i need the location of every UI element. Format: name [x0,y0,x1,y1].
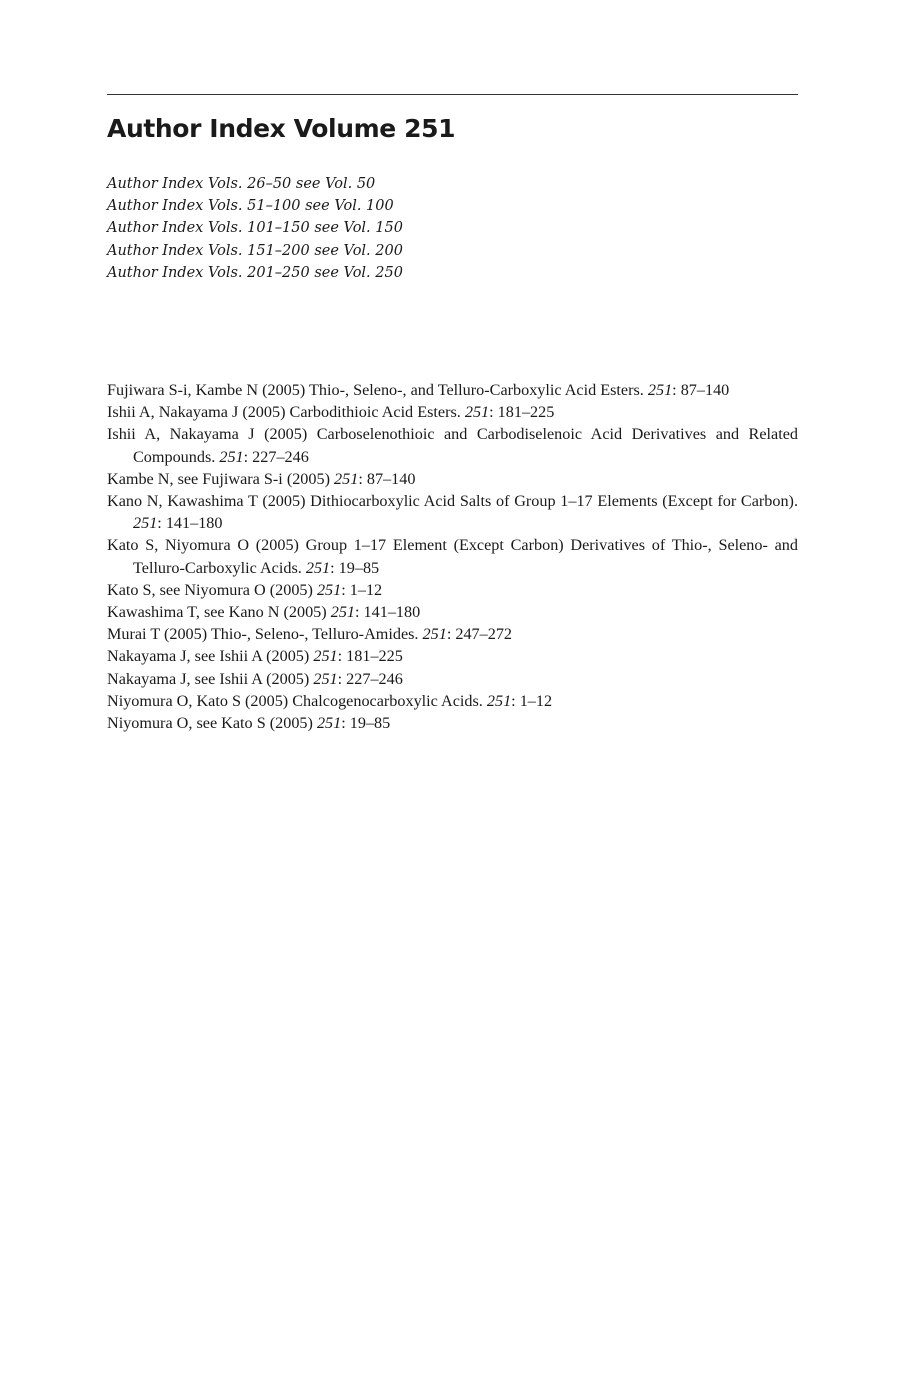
cross-reference-item: Author Index Vols. 26–50 see Vol. 50 [107,176,376,192]
entry-pages: : 87–140 [672,381,730,399]
index-entry [107,601,798,623]
index-entry [107,468,798,490]
index-entry [107,490,798,534]
entry-volume: 251 [316,714,342,733]
entry-volume: 251 [464,403,490,422]
entry-pages: : 181–225 [337,647,403,666]
index-entry [107,623,798,645]
entry-text: Ishii A, Nakayama J (2005) Carbodithioic Acid Esters. [107,403,465,422]
cross-reference-item: Author Index Vols. 101–150 see Vol. 150 [107,220,403,237]
entry-text: Fujiwara S-i, Kambe N (2005) Thio-, Seleno-, and Telluro-Carboxylic Acid Esters. [107,381,648,399]
index-entry [107,712,798,734]
entry-pages: : 19–85 [330,558,380,577]
index-entry [107,423,798,467]
entry-text: Ishii A, Nakayama J (2005) Carboselenothioic and Carbodiselenoic Acid Derivatives and Related Compounds. [107,425,798,466]
entry-pages: : 247–272 [446,625,513,644]
entry-pages: : 181–225 [489,403,555,422]
entry-text: Kano N, Kawashima T (2005) Dithiocarboxylic Acid Salts of Group 1–17 Elements (Except for Carbon). [107,492,798,511]
cross-reference-item: Author Index Vols. 51–100 see Vol. 100 [107,198,394,215]
index-entry [107,401,798,423]
entry-volume: 251 [313,669,338,688]
entry-text: Kato S, Niyomura O (2005) Group 1–17 Element (Except Carbon) Derivatives of Thio-, Seleno- and Telluro-Carboxylic Acids. [107,536,798,577]
index-entry [107,690,798,712]
entry-pages: : 141–180 [355,603,421,622]
entry-text: Niyomura O, see Kato S (2005) [107,714,317,733]
entry-volume: 251 [316,580,342,599]
entry-pages: : 19–85 [341,714,391,733]
page-title: Author Index Volume 251 [107,114,456,143]
entry-volume: 251 [133,514,158,533]
cross-reference-item: Author Index Vols. 201–250 see Vol. 250 [107,264,403,281]
cross-reference-item: Author Index Vols. 151–200 see Vol. 200 [107,242,403,259]
entry-pages: : 87–140 [358,469,416,488]
index-entry [107,534,798,578]
entry-text: Murai T (2005) Thio-, Seleno-, Telluro-Amides. [107,625,423,644]
author-index-list [107,379,798,734]
entry-pages: : 1–12 [341,580,383,599]
entry-volume: 251 [334,469,359,488]
entry-volume: 251 [422,625,447,644]
entry-volume: 251 [647,381,673,399]
entry-volume: 251 [219,447,244,466]
entry-text: Nakayama J, see Ishii A (2005) [107,647,314,666]
entry-volume: 251 [486,691,512,710]
entry-text: Nakayama J, see Ishii A (2005) [107,669,314,688]
entry-volume: 251 [305,558,331,577]
entry-text: Kambe N, see Fujiwara S-i (2005) [107,469,335,488]
top-rule [107,94,798,95]
entry-volume: 251 [313,647,338,666]
entry-pages: : 227–246 [243,447,309,466]
entry-volume: 251 [330,603,355,622]
entry-text: Kato S, see Niyomura O (2005) [107,580,317,599]
entry-text: Kawashima T, see Kano N (2005) [107,603,331,622]
entry-pages: : 1–12 [511,691,553,710]
entry-pages: : 227–246 [337,669,403,688]
entry-text: Niyomura O, Kato S (2005) Chalcogenocarboxylic Acids. [107,691,487,710]
cross-reference-list [107,173,403,284]
index-entry [107,379,798,401]
index-entry [107,579,798,601]
entry-pages: : 141–180 [157,514,223,533]
index-entry [107,645,798,667]
index-entry [107,668,798,690]
